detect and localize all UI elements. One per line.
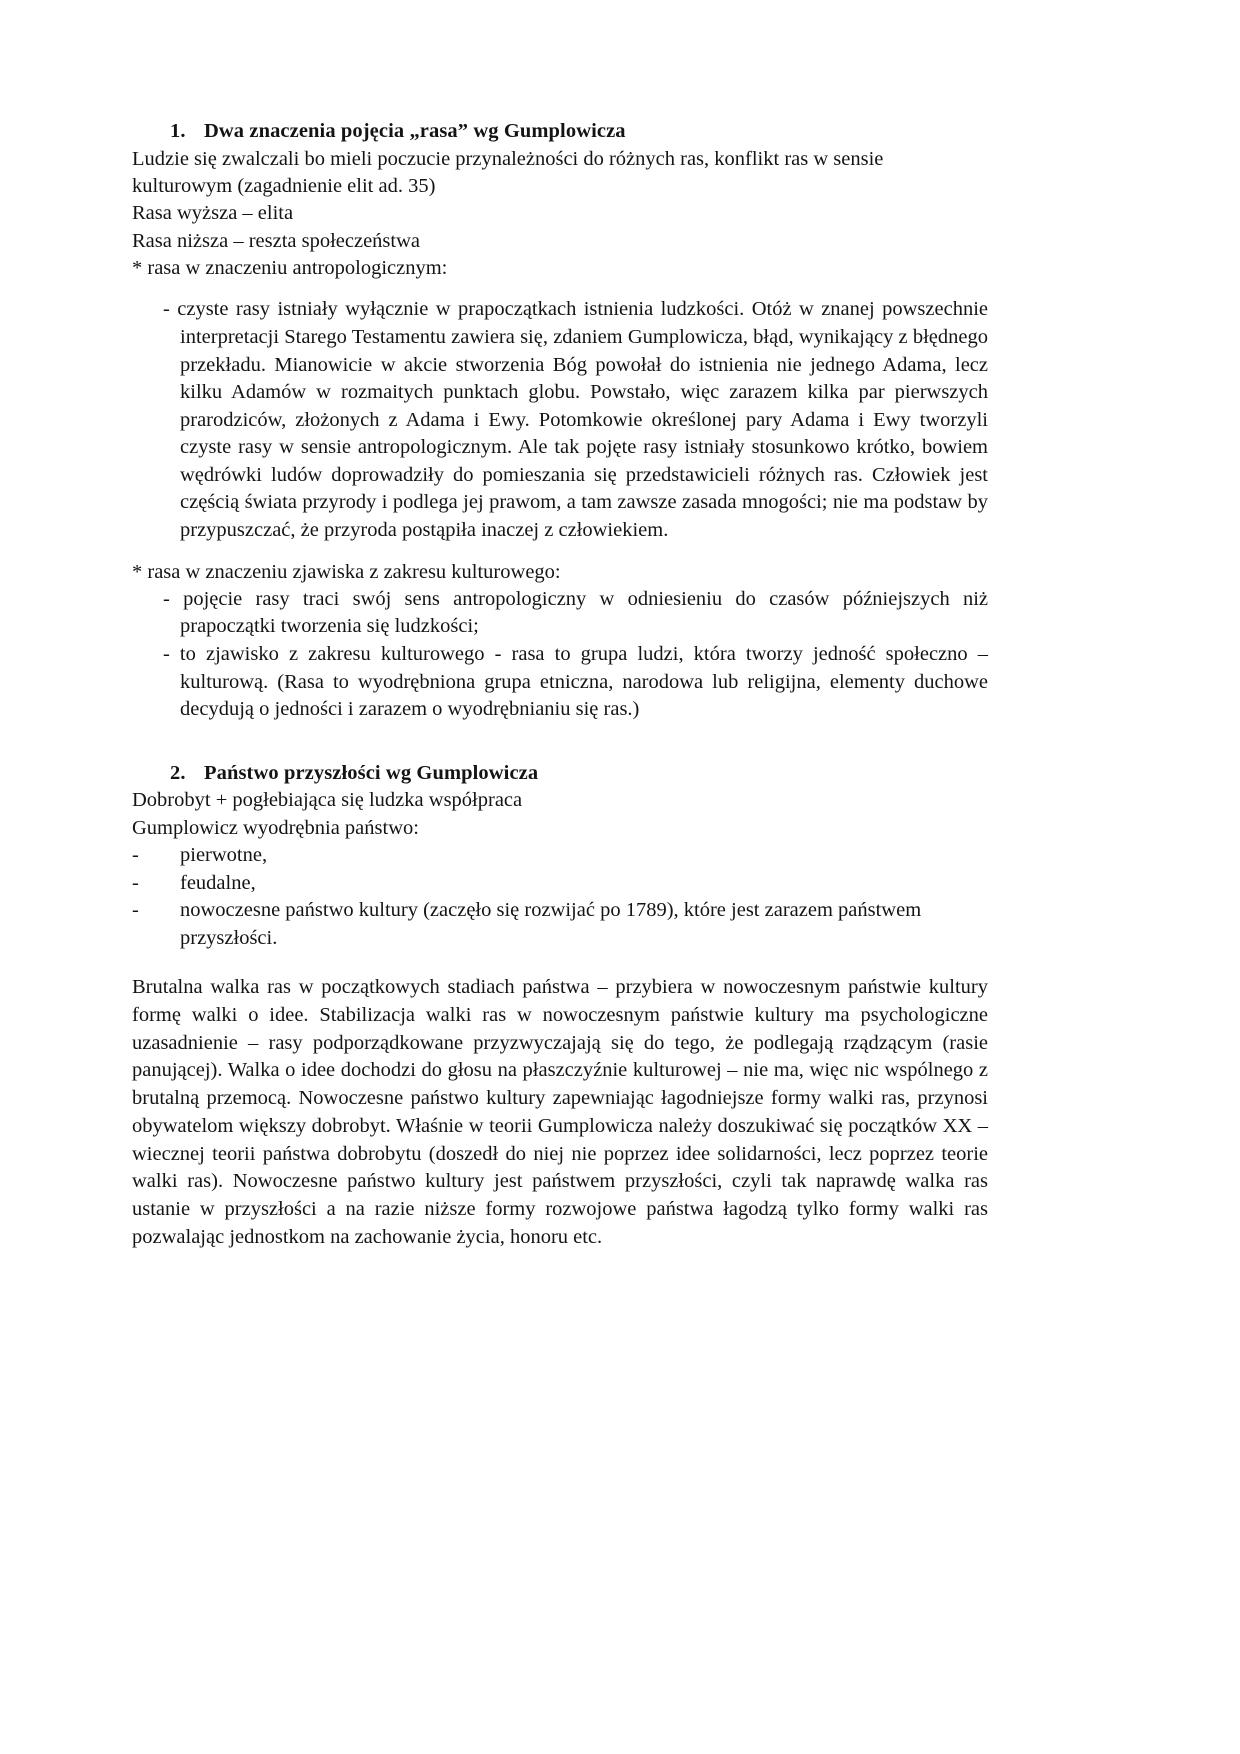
- section-1-intro-line-3: Rasa wyższa – elita: [132, 202, 294, 225]
- section-1-heading: [132, 118, 988, 145]
- section-1-title: Dwa znaczenia pojęcia „rasa” wg Gumplowicza: [204, 120, 626, 142]
- star-heading-anthropological: * rasa w znaczeniu antropologicznym:: [132, 257, 448, 280]
- list-item-label: nowoczesne państwo kultury (zaczęło się rozwijać po 1789), które jest zarazem państwem przyszłości.: [180, 899, 922, 949]
- spacer: [132, 724, 988, 760]
- section-2-closing-paragraph: Brutalna walka ras w początkowych stadiach państwa – przybiera w nowoczesnym państwie kultury formę walki o idee. Stabilizacja walki ras w nowoczesnym państwie kultury ma psychologiczne uzasadnienie – rasy podporządkowane przyzwyczajają się do tego, że podlegają rządzącym (rasie panującej). Walka o idee dochodzi do głosu na płaszczyźnie kulturowej – nie ma, więc nic wspólnego z brutalną przemocą. Nowoczesne państwo kultury zapewniając łagodniejsze formy walki ras, przynosi obywatelom większy dobrobyt. Właśnie w teorii Gumplowicza należy doszukiwać się początków XX – wiecznej teorii państwa dobrobytu (doszedł do niej nie poprzez idee solidarności, lecz poprzez teorie walki ras). Nowoczesne państwo kultury jest państwem przyszłości, czyli tak naprawdę walka ras ustanie w przyszłości a na razie niższe formy rozwojowe państwa łagodzą tylko formy walki ras pozwalając jednostkom na zachowanie życia, honoru etc.: [132, 976, 988, 1248]
- list-item-label: pierwotne,: [180, 844, 268, 867]
- list-item-feudalne: [132, 870, 988, 898]
- list-item-label: feudalne,: [180, 871, 256, 894]
- star-heading-cultural: * rasa w znaczeniu zjawiska z zakresu kulturowego:: [132, 560, 561, 583]
- list-bullet-mark: -: [132, 899, 139, 922]
- document-content: [132, 118, 988, 1251]
- section-2-heading: [132, 760, 988, 787]
- section-1-number: 1.: [170, 120, 186, 142]
- section-2-number: 2.: [170, 761, 186, 784]
- spacer: [132, 282, 988, 296]
- bullet-cultural-phenomenon: - to zjawisko z zakresu kulturowego - rasa to grupa ludzi, która tworzy jedność społeczno – kulturową. (Rasa to wyodrębniona grupa etniczna, narodowa lub religijna, elementy duchowe decydują o jedności i zarazem o wyodrębnianiu się ras.): [163, 642, 988, 721]
- list-item-nowoczesne-panstwo-kultury: [132, 897, 988, 952]
- section-1-intro-line-1: Ludzie się zwalczali bo mieli poczucie przynależności do różnych ras, konflikt ras w sensie: [132, 147, 884, 170]
- list-bullet-mark: -: [132, 844, 139, 867]
- section-1-intro-line-4: Rasa niższa – reszta społeczeństwa: [132, 229, 421, 252]
- section-2-intro-line-2: Gumplowicz wyodrębnia państwo:: [132, 816, 419, 839]
- section-2-intro-line-1: Dobrobyt + pogłebiająca się ludzka współpraca: [132, 789, 523, 812]
- spacer: [132, 952, 988, 974]
- section-1-intro-line-2: kulturowym (zagadnienie elit ad. 35): [132, 175, 436, 197]
- section-2-title: Państwo przyszłości wg Gumplowicza: [204, 761, 539, 784]
- list-bullet-mark: -: [132, 871, 139, 894]
- list-item-pierwotne: [132, 842, 988, 870]
- bullet-pure-races: - czyste rasy istniały wyłącznie w prapoczątkach istnienia ludzkości. Otóż w znanej powszechnie interpretacji Starego Testamentu zawiera się, zdaniem Gumplowicza, błąd, wynikający z błędnego przekładu. Mianowicie w akcie stworzenia Bóg powołał do istnienia nie jednego Adama, lecz kilku Adamów w rozmaitych punktach globu. Powstało, więc zarazem kilka par pierwszych prarodziców, złożonych z Adama i Ewy. Potomkowie określonej pary Adama i Ewy tworzyli czyste rasy w sensie antropologicznym. Ale tak pojęte rasy istniały stosunkowo krótko, bowiem wędrówki ludów doprowadziły do pomieszania się przedstawicieli różnych ras. Człowiek jest częścią świata przyrody i podlega jej prawom, a tam zawsze zasada mnogości; nie ma podstaw by przypuszczać, że przyroda postąpiła inaczej z człowiekiem.: [163, 298, 988, 541]
- bullet-loses-anthropological-sense: - pojęcie rasy traci swój sens antropologiczny w odniesieniu do czasów późniejszych niż prapoczątki tworzenia się ludzkości;: [163, 587, 988, 638]
- spacer: [132, 545, 988, 559]
